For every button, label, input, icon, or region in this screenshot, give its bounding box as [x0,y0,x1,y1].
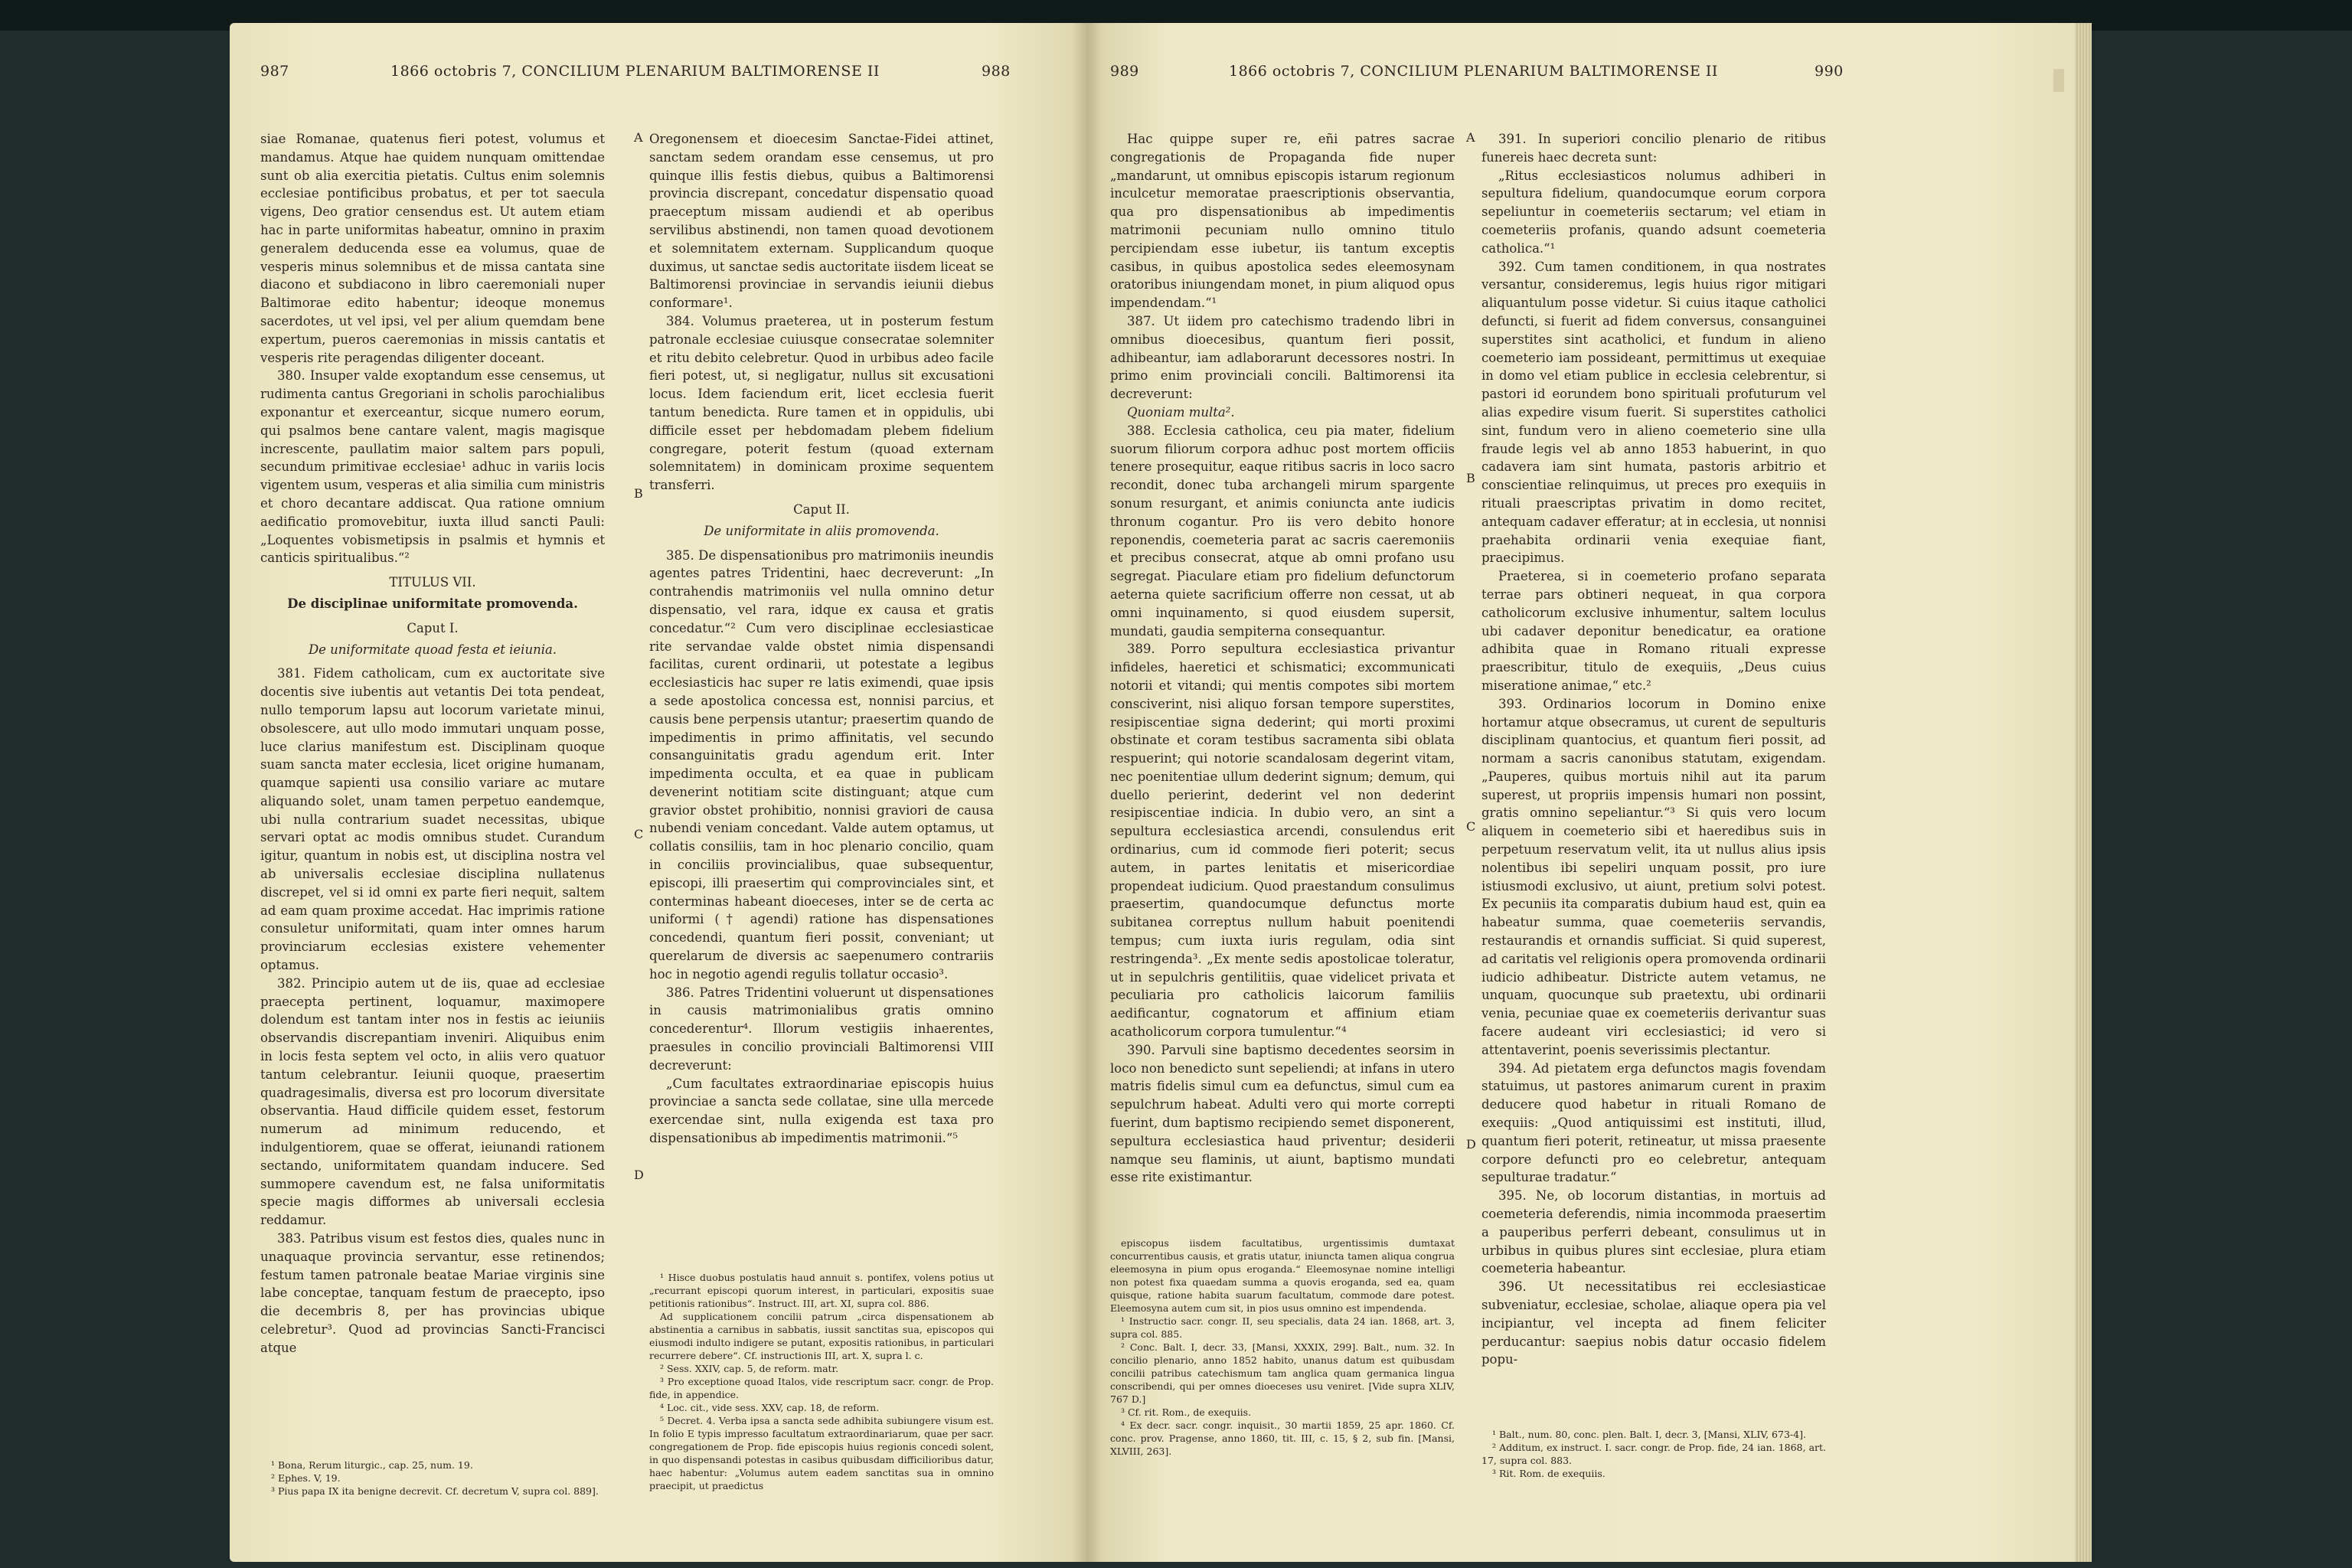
margin-marker-d: D [1466,1137,1476,1152]
caput-subheading: De uniformitate in aliis promovenda. [704,523,939,538]
paragraph: 391. In superiori concilio plenario de ritibus funereis haec decreta sunt: [1481,132,1826,165]
quoniam-line: Quoniam multa². [1127,404,1235,420]
paragraph: 394. Ad pietatem erga defunctos magis fovendam statuimus, ut pastores animarum curent in praxim deducere quod habetur in rituali Romano de exequiis: „Quod antiquissimi est instituti, illud, quantum fieri poterit, retineatur, ut missa praesente corpore defuncti pro eo celebretur, antequam sepulturae tradatur.“ [1481,1060,1826,1185]
footnote: episcopus iisdem facultatibus, urgentissimis dumtaxat concurrentibus causis, et gratis utatur, iniuncta tamen aliqua congrua eleemosyna in pium opus eroganda.“ Eleemosynae nomine intelligi non potest fixa quaedam summa a quovis eroganda, sed ea, quam quisque, ratione habita suarum facultatum, commode dare potest. Eleemosyna autem cum sit, in pios usus omnino est impendenda. [1110,1237,1455,1314]
left-page [230,23,1087,1562]
footnote: ¹ Bona, Rerum liturgic., cap. 25, num. 19. [271,1459,473,1471]
paragraph: 388. Ecclesia catholica, ceu pia mater, fidelium suorum filiorum corpora adhuc post mortem officiis tenere prosequitur, eaque ritibus sacris in loco sacro recondit, donec tuba archangeli mirum spargente sonum resurgant, et animis coniuncta ante iudicis thronum cogantur. Pro iis vero debito honore reponendis, coemeteria parat ac sacris caeremoniis et precibus consecrat, atque ab omni profano usu segregat. Piaculare etiam pro fidelium defunctorum aeterna quiete sacrificium offerre non cessat, ut ab omni inquinamento, si quod eiusdem supersit, mundati, gaudia sempiterna consequantur. [1110,423,1455,639]
paragraph: siae Romanae, quatenus fieri potest, volumus et mandamus. Atque hae quidem nunquam omittendae sunt ob alia exercitia pietatis. Cultus enim solemnis ecclesiae pontificibus probatus, et per tot saecula vigens, Deo gratior censendus est. Ut autem etiam hac in parte uniformitas habeatur, omnino in praxim generalem deducenda esse ea volumus, quae de vesperis minus solemnibus et de missa cantata sine diacono et subdiacono in libro caeremoniali nuper Baltimorae edito habentur; ideoque monemus sacerdotes, ut vel ipsi, vel per alium quemdam bene expertum, pueros caeremonias in missis cantatis et vesperis rite peragendas diligenter doceant. [260,132,605,365]
column-990 [1481,130,1826,1369]
page-number-989: 989 [1110,63,1139,80]
paragraph: 380. Insuper valde exoptandum esse censemus, ut rudimenta cantus Gregoriani in scholis parochialibus exponantur et exerceantur, sicque numero eorum, qui psalmos bene cantare valent, magis magisque increscente, paullatim maior saltem pars populi, secundum primitivae ecclesiae¹ adhuc in variis locis vigentem usum, vesperas et alia similia cum ministris et choro decantare addiscat. Qua ratione omnium aedificatio promovebitur, iuxta illud sancti Pauli: „Loquentes vobismetipsis in psalmis et hymnis et canticis spiritualibus.“² [260,368,605,566]
paragraph: 395. Ne, ob locorum distantias, in mortuis ad coemeteria deferendis, nimia incommoda praesertim a pauperibus perferri debeant, consulimus ut in urbibus in quibus plures sint ecclesiae, plura etiam coemeteria habeantur. [1481,1188,1826,1276]
page-tab [2053,69,2064,92]
paragraph: 393. Ordinarios locorum in Domino enixe hortamur atque obsecramus, ut curent de sepulturis disciplinam quantocius, et quantum fieri possit, ad normam a sacris canonibus statutam, exigendam. „Pauperes, quibus mortuis nihil aut ita parum superest, ut propriis impensis humari non possint, gratis omnino sepeliantur.“³ Si quis vero locum aliquem in coemeterio sibi et haeredibus suis in perpetuum reservatum velit, ita ut nullus alius ipsis nolentibus ibi sepeliri unquam possit, pro iure istiusmodi exclusivo, ut aiunt, pretium solvi potest. Ex pecuniis ita comparatis dubium haud est, quin ea habeatur summa, quae coemeteriis servandis, restaurandis et ornandis sufficiat. Si quid superest, ad caritatis vel religionis opera promovenda ordinarii iudicio adhibeatur. Districte autem vetamus, ne unquam, quocunque sub praetextu, ubi ordinarii venia, pecuniae quae ex coemeteriis derivantur suas facere audeant viri ecclesiastici; id vero si attentaverint, poenis severissimis plectantur. [1481,696,1826,1057]
footnote: ² Additum, ex instruct. I. sacr. congr. de Prop. fide, 24 ian. 1868, art. 17, supra col. 883. [1481,1442,1826,1466]
footnote: ² Conc. Balt. I, decr. 33, [Mansi, XXXIX, 299]. Balt., num. 32. In concilio plenario, anno 1852 habito, unanus datum est quibusdam concilii patribus catechismum tam anglica quam germanica lingua conscribendi, qui per omnes dioeceses usu veniret. [Vide supra XLIV, 767 D.] [1110,1341,1455,1405]
paragraph: 383. Patribus visum est festos dies, quales nunc in unaquaque provincia servantur, esse retinendos; festum tamen patronale beatae Mariae virginis sine labe conceptae, tanquam festum de praecepto, ipso die decembris 8, per has provincias ubique celebretur³. Quod ad provincias Sancti-Francisci atque [260,1231,605,1355]
margin-marker-a: A [634,130,643,145]
footnote: ² Ephes. V, 19. [271,1472,341,1484]
caput-heading: Caput I. [407,620,459,635]
titulus-heading: TITULUS VII. [389,575,476,590]
paragraph: 382. Principio autem ut de iis, quae ad ecclesiae praecepta pertinent, loquamur, maximopere dolendum est tantam inter nos in festis ac ieiuniis observandis discrepantiam inveniri. Aliquibus enim in locis festa septem vel octo, in aliis vero quatuor tantum celebrantur. Ieiunii quoque, praesertim quadragesimalis, diversa est pro locorum diversitate observantia. Haud difficile quidem esset, festorum numerum ad minimum reducendo, et indulgentiorem, quae se offerat, ieiunandi rationem sectando, uniformitatem quandam inducere. Sed summopere cavendum est, ne falsa uniformitatis specie magis difformes ab universali ecclesia reddamur. [260,975,605,1228]
running-title: 1866 octobris 7, CONCILIUM PLENARIUM BALTIMORENSE II [390,63,880,80]
paragraph: Praeterea, si in coemeterio profano separata terrae pars obtineri nequeat, in qua corpora catholicorum exclusive inhumentur, saltem loculus ubi cadaver deponitur benedicatur, ea oratione adhibita quae in Romano rituali expresse praescribitur, titulo de exequiis, „Deus cuius miseratione animae,“ etc.² [1481,569,1826,693]
running-title: 1866 octobris 7, CONCILIUM PLENARIUM BALTIMORENSE II [1229,63,1718,80]
book-gutter [1072,23,1102,1562]
page-number-990: 990 [1815,63,1844,80]
right-page [1087,23,2075,1562]
caput-subheading: De uniformitate quoad festa et ieiunia. [308,642,557,657]
margin-marker-a: A [1466,130,1475,145]
footnotes-987 [260,1459,605,1498]
paragraph: 384. Volumus praeterea, ut in posterum festum patronale ecclesiae cuiusque consecratae solemniter et ritu debito celebretur. Quod in urbibus adeo facile fieri potest, ut, si negligatur, nullus sit excusationi locus. Idem faciendum erit, licet ecclesia fuerit tantum benedicta. Rure tamen et in oppidulis, ubi difficile esset per hebdomadam plebem fidelium congregare, poterit festum (quoad externam solemnitatem) in dominicam proxime sequentem transferri. [649,313,994,493]
margin-marker-b: B [634,486,643,501]
footnote: ³ Pro exceptione quoad Italos, vide rescriptum sacr. congr. de Prop. fide, in appendice. [649,1376,994,1400]
footnote: ³ Cf. rit. Rom., de exequiis. [1121,1406,1251,1418]
margin-marker-b: B [1466,471,1475,485]
margin-marker-c: C [634,827,644,841]
column-988 [649,130,994,1148]
paragraph: 386. Patres Tridentini voluerunt ut dispensationes in causis matrimonialibus gratis omnino concederentur⁴. Illorum vestigiis inhaerentes, praesules in concilio provinciali Baltimorensi VIII decreverunt: [649,985,994,1073]
footnote: ³ Pius papa IX ita benigne decrevit. Cf. decretum V, supra col. 889]. [271,1485,599,1497]
caput-heading: Caput II. [793,501,850,517]
margin-marker-d: D [634,1168,644,1182]
footnote: ³ Rit. Rom. de exequiis. [1492,1468,1606,1479]
footnote: Ad supplicationem concilii patrum „circa dispensationem ab abstinentia a carnibus in sabbatis, iussit sanctitas sua, episcopos qui eiusmodi indulto indigere se putant, expositis rationibus, in particulari recurrere debere“. Cf. instructionis III, art. X, supra l. c. [649,1311,994,1361]
footnote: ² Sess. XXIV, cap. 5, de reform. matr. [660,1363,839,1374]
column-989 [1110,130,1455,1187]
paragraph: 390. Parvuli sine baptismo decedentes seorsim in loco non benedicto sunt sepeliendi; at infans in utero matris fidelis simul cum ea defunctus, simul cum ea sepulchrum habeat. Adulti vero qui morte correpti fuerint, dum baptismo recipiendo semet disponerent, sepultura ecclesiastica haud priventur; desiderii namque seu flaminis, ut aiunt, baptismo mundati esse rite existimantur. [1110,1042,1455,1185]
paragraph: 385. De dispensationibus pro matrimoniis ineundis agentes patres Tridentini, haec decreverunt: „In contrahendis matrimoniis vel nulla omnino detur dispensatio, vel rara, idque ex causa et gratis concedatur.“² Cum vero disciplinae ecclesiasticae rite servandae valde obstet nimia dispensandi facilitas, curent ordinarii, ut potestate a legibus ecclesiasticis hac super re latis eximendi, quae ipsis a sede apostolica concessa est, nonnisi parcius, et causis bene perpensis utantur; praesertim quando de impedimentis in primo affinitatis, vel secundo consanguinitatis gradu agendum erit. Inter impedimenta occulta, et ea quae in publicam devenerint notitiam scite distinguant; atque cum gravior obstet prohibitio, nonnisi graviori de causa nubendi veniam concedant. Valde autem optamus, ut collatis consiliis, tam in hoc plenario concilio, quam in conciliis provincialibus, quae subsequentur, episcopi, illi praesertim qui comprovinciales sint, et conterminas habeant dioeceses, inter se de certa ac uniformi († agendi) ratione has dispensationes concedendi, quantum fieri possit, conveniant; ut querelarum de diversis ac saepenumero contrariis hoc in negotio agendi regulis tollatur occasio³. [649,547,994,982]
paragraph: 392. Cum tamen conditionem, in qua nostrates versantur, consideremus, legis huius rigor mitigari aliquantulum posse videtur. Si cuius itaque catholici defuncti, si fuerit ad fidem conversus, consanguinei superstites sint acatholici, et fundum in alieno coemeterio iam possideant, permittimus ut exequiae in domo vel etiam publice in ecclesia celebrentur, si pastori id eorundem bono spirituali profuturum vel alias expedire visum fuerit. Si superstites catholici sint, fundum vero in alieno coemeterio sine ulla fraude legis vel ab anno 1853 habuerint, in quo cadavera iam sint humata, pastoris arbitrio et conscientiae relinquimus, ut preces pro exequiis in rituali praescriptas privatim in domo recitet, antequam cadaver efferatur; at in ecclesia, ut nonnisi praehabita ordinarii venia exequiae fiant, praecipimus. [1481,259,1826,566]
footnotes-990 [1481,1428,1826,1480]
paragraph: Oregonensem et dioecesim Sanctae-Fidei attinet, sanctam sedem orandam esse censemus, ut pro quinque illis festis diebus, quibus a Baltimorensi provincia discrepant, concedatur dispensatio quoad praeceptum missam audiendi et ab operibus servilibus abstinendi, non tamen quoad devotionem et solemnitatem externam. Supplicandum quoque duximus, ut sanctae sedis auctoritate iisdem liceat se Baltimorensi provinciae in servandis ieiunii diebus conformare¹. [649,132,994,311]
paragraph: 396. Ut necessitatibus rei ecclesiasticae subveniatur, ecclesiae, scholae, aliaque opera pia vel incipiantur, vel incepta ad finem feliciter perducantur: saepius nobis datur occasio fidelem popu- [1481,1279,1826,1367]
paragraph: „Ritus ecclesiasticos nolumus adhiberi in sepultura fidelium, quandocumque eorum corpora sepeliuntur in coemeteriis sectarum; vel etiam in coemeteriis profanis, quando adsunt coemeteria catholica.“¹ [1481,168,1826,256]
footnote: ⁴ Ex decr. sacr. congr. inquisit., 30 martii 1859, 25 apr. 1860. Cf. conc. prov. Pragense, anno 1860, tit. III, c. 15, § 2, sub fin. [Mansi, XLVIII, 263]. [1110,1419,1455,1457]
paragraph: Hac quippe super re, eñi patres sacrae congregationis de Propaganda fide nuper „mandarunt, ut omnibus episcopis istarum regionum inculcetur memoratae praescriptionis observantia, qua pro dispensationibus ab impedimentis matrimonii pecuniam nullo omnino titulo percipiendam esse iubetur, iis tantum exceptis casibus, in quibus apostolica sedes eleemosynam oratoribus iniungendam monet, in pium aliquod opus impendendam.“¹ [1110,132,1455,311]
footnote: ⁴ Loc. cit., vide sess. XXV, cap. 18, de reform. [660,1402,880,1413]
titulus-subheading: De disciplinae uniformitate promovenda. [287,596,578,611]
page-edges [2075,23,2092,1562]
column-987 [260,130,605,1357]
footnote: ¹ Instructio sacr. congr. II, seu specialis, data 24 ian. 1868, art. 3, supra col. 885. [1110,1315,1455,1340]
footnotes-989 [1110,1236,1455,1458]
footnotes-988 [649,1271,994,1492]
page-number-987: 987 [260,63,289,80]
footnote: ⁵ Decret. 4. Verba ipsa a sancta sede adhibita subiungere visum est. In folio E typis impresso facultatum extraordinariarum, quae per sacr. congregationem de Prop. fide episcopis huius regionis concedi solent, in quo dispensandi potestas in casibus quibusdam difficilioribus datur, haec habentur: „Volumus autem eadem sanctitas sua in omnino praecipit, ut praedictus [649,1415,994,1491]
footnote: ¹ Hisce duobus postulatis haud annuit s. pontifex, volens potius ut „recurrant episcopi quorum interest, in particulari, expositis suae petitionis rationibus“. Instruct. III, art. XI, supra col. 886. [649,1272,994,1309]
paragraph: 387. Ut iidem pro catechismo tradendo libri in omnibus dioecesibus, quantum fieri possit, adhibeantur, iam adlaborarunt decessores nostri. In primo enim provinciali concili. Baltimorensi ita decreverunt: [1110,313,1455,402]
paragraph: 381. Fidem catholicam, cum ex auctoritate sive docentis sive iubentis aut vetantis Dei tota pendeat, nullo temporum lapsu aut locorum varietate minui, obsolescere, aut ullo modo immutari unquam posse, luce clarius manifestum est. Disciplinam quoque suam sancta mater ecclesia, licet origine humanam, quamque sapienti usa consilio variare ac mutare aliquando solet, unam tamen perpetuo eandemque, ubi nulla contrarium suadet necessitas, ubique servari optat ac modis omnibus studet. Curandum igitur, quantum in nobis est, ut disciplina nostra vel ab universalis ecclesiae disciplina nullatenus discrepet, vel si id omni ex parte fieri nequit, saltem ad eam quam proxime accedat. Hac imprimis ratione consuletur uniformitati, quam inter omnes harum provinciarum ecclesias existere vehementer optamus. [260,666,605,973]
paragraph: 389. Porro sepultura ecclesiastica privantur infideles, haeretici et schismatici; excommunicati notorii et vitandi; qui mentis compotes sibi mortem consciverint, nisi aliquo forsan tempore superstites, resipiscentiae signa dederint; qui morti proximi obstinate et coram testibus sacramenta sibi oblata respuerint; qui notorie scandalosam degerint vitam, nec poenitentiae ullum dederint signum; demum, qui duello perierint, dederint vel non dederint resipiscentiae indicia. In dubio vero, an sint a sepultura ecclesiastica arcendi, consulendus erit ordinarius, cum id commode fieri poterit; secus autem, in partes lenitatis et misericordiae propendeat iudicium. Quod praestandum consulimus praesertim, quandocumque defunctus morte subitanea correptus nullum habuit poenitendi tempus; cum iuxta iuris regulam, odia sint restringenda³. „Ex mente sedis apostolicae toleratur, ut in sepulchris gentilitiis, quae videlicet privata et peculiaria pro catholicis laicorum familiis aedificantur, cognatorum et affinium etiam acatholicorum corpora tumulentur.“⁴ [1110,642,1455,1040]
margin-marker-c: C [1466,819,1476,834]
footnote: ¹ Balt., num. 80, conc. plen. Balt. I, decr. 3, [Mansi, XLIV, 673-4]. [1492,1429,1806,1440]
page-number-988: 988 [982,63,1011,80]
paragraph: „Cum facultates extraordinariae episcopis huius provinciae a sancta sede collatae, sine ulla mercede exercendae sint, nulla exigenda est taxa pro dispensationibus ab impedimentis matrimonii.“⁵ [649,1076,994,1146]
